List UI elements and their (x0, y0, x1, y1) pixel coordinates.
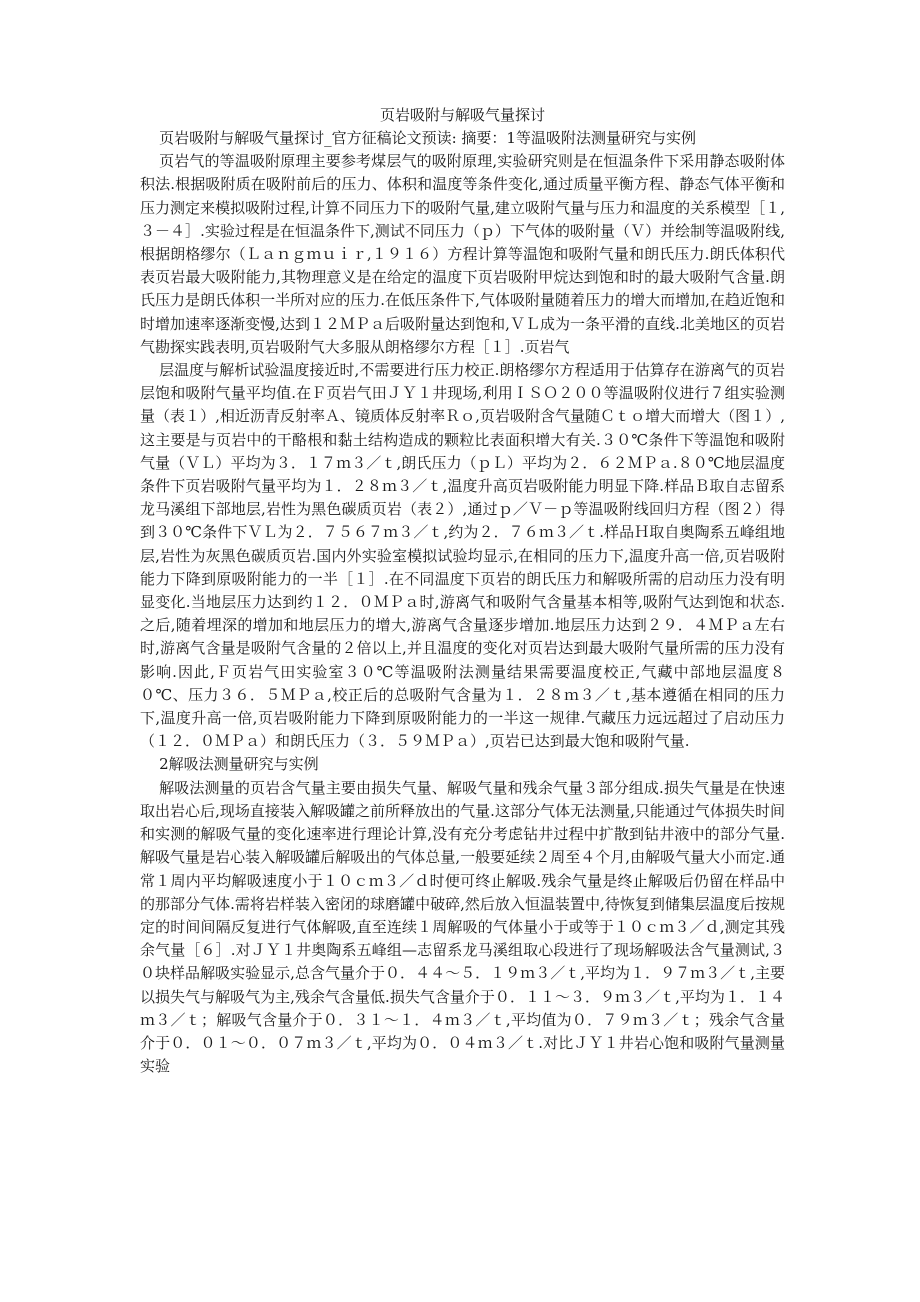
document-subtitle: 页岩吸附与解吸气量探讨_官方征稿论文预读: 摘要：1等温吸附法测量研究与实例 (159, 129, 696, 147)
document-title: 页岩吸附与解吸气量探讨 (379, 106, 545, 124)
paragraph-1: 页岩气的等温吸附原理主要参考煤层气的吸附原理,实验研究则是在恒温条件下采用静态吸附体积法.根据吸附质在吸附前后的压力、体积和温度等条件变化,通过质量平衡方程、静态气体平衡和压力测定来模拟吸附过程,计算不同压力下的吸附气量,建立吸附气量与压力和温度的关系模型［１,３－４］.实验过程是在恒温条件下,测试不同压力（ｐ）下气体的吸附量（Ｖ）并绘制等温吸附线,根据朗格缪尔（Ｌａｎｇｍｕｉｒ,１９１６）方程计算等温饱和吸附气量和朗氏压力.朗氏体积代表页岩最大吸附能力,其物理意义是在给定的温度下页岩吸附甲烷达到饱和时的最大吸附气含量.朗氏压力是朗氏体积一半所对应的压力.在低压条件下,气体吸附量随着压力的增大而增加,在趋近饱和时增加速率逐渐变慢,达到１２ＭＰａ后吸附量达到饱和,ＶＬ成为一条平滑的直线.北美地区的页岩气勘探实践表明,页岩吸附气大多服从朗格缪尔方程［１］.页岩气 (140, 152, 785, 356)
section-heading-2: 2解吸法测量研究与实例 (159, 755, 319, 774)
paragraph-2: 层温度与解析试验温度接近时,不需要进行压力校正.朗格缪尔方程适用于估算存在游离气的页岩层饱和吸附气量平均值.在Ｆ页岩气田ＪＹ１井现场,利用ＩＳＯ２００等温吸附仪进行７组实验测量（表１）,相近沥青反射率Ａ、镜质体反射率Ｒｏ,页岩吸附含气量随Ｃｔｏ增大而增大（图１）,这主要是与页岩中的干酪根和黏土结构造成的颗粒比表面积增大有关.３０℃条件下等温饱和吸附气量（ＶＬ）平均为３．１７ｍ３／ｔ,朗氏压力（ｐＬ）平均为２．６２ＭＰａ.８０℃地层温度条件下页岩吸附气量平均为１．２８ｍ３／ｔ,温度升高页岩吸附能力明显下降.样品Ｂ取自志留系龙马溪组下部地层,岩性为黑色碳质页岩（表２）,通过ｐ／Ｖ－ｐ等温吸附线回归方程（图２）得到３０℃条件下ＶＬ为２．７５６７ｍ３／ｔ,约为２．７６ｍ３／ｔ.样品Ｈ取自奥陶系五峰组地层,岩性为灰黑色碳质页岩.国内外实验室模拟试验均显示,在相同的压力下,温度升高一倍,页岩吸附能力下降到原吸附能力的一半［１］.在不同温度下页岩的朗氏压力和解吸所需的启动压力没有明显变化.当地层压力达到约１２．０ＭＰａ时,游离气和吸附气含量基本相等,吸附气达到饱和状态.之后,随着埋深的增加和地层压力的增大,游离气含量逐步增加.地层压力达到２９．４ＭＰａ左右时,游离气含量是吸附气含量的２倍以上,并且温度的变化对页岩达到最大吸附气量所需的压力没有影响.因此,Ｆ页岩气田实验室３０℃等温吸附法测量结果需要温度校正,气藏中部地层温度８０℃、压力３６．５ＭＰａ,校正后的总吸附气含量为１．２８ｍ３／ｔ,基本遵循在相同的压力下,温度升高一倍,页岩吸附能力下降到原吸附能力的一半这一规律.气藏压力远远超过了启动压力（１２．０ＭＰａ）和朗氏压力（３．５９ＭＰａ）,页岩已达到最大饱和吸附气量. (140, 361, 785, 751)
document-page (140, 104, 785, 1078)
paragraph-3: 解吸法测量的页岩含气量主要由损失气量、解吸气量和残余气量３部分组成.损失气量是在快速取出岩心后,现场直接装入解吸罐之前所释放出的气量.这部分气体无法测量,只能通过气体损失时间和实测的解吸气量的变化速率进行理论计算,没有充分考虑钻井过程中扩散到钻井液中的部分气量.解吸气量是岩心装入解吸罐后解吸出的气体总量,一般要延续２周至４个月,由解吸气量大小而定.通常１周内平均解吸速度小于１０ｃｍ３／ｄ时便可终止解吸.残余气量是终止解吸后仍留在样品中的那部分气体.需将岩样装入密闭的球磨罐中破碎,然后放入恒温装置中,待恢复到储集层温度后按规定的时间间隔反复进行气体解吸,直至连续１周解吸的气体量小于或等于１０ｃｍ３／ｄ,测定其残余气量［６］.对ＪＹ１井奥陶系五峰组—志留系龙马溪组取心段进行了现场解吸法含气量测试,３０块样品解吸实验显示,总含气量介于０．４４～５．１９ｍ３／ｔ,平均为１．９７ｍ３／ｔ,主要以损失气与解吸气为主,残余气含量低.损失气含量介于０．１１～３．９ｍ３／ｔ,平均为１．１４ｍ３／ｔ；解吸气含量介于０．３１～１．４ｍ３／ｔ,平均值为０．７９ｍ３／ｔ；残余气含量介于０．０１～０．０７ｍ３／ｔ,平均为０．０４ｍ３／ｔ.对比ＪＹ１井岩心饱和吸附气量测量实验 (140, 778, 785, 1076)
